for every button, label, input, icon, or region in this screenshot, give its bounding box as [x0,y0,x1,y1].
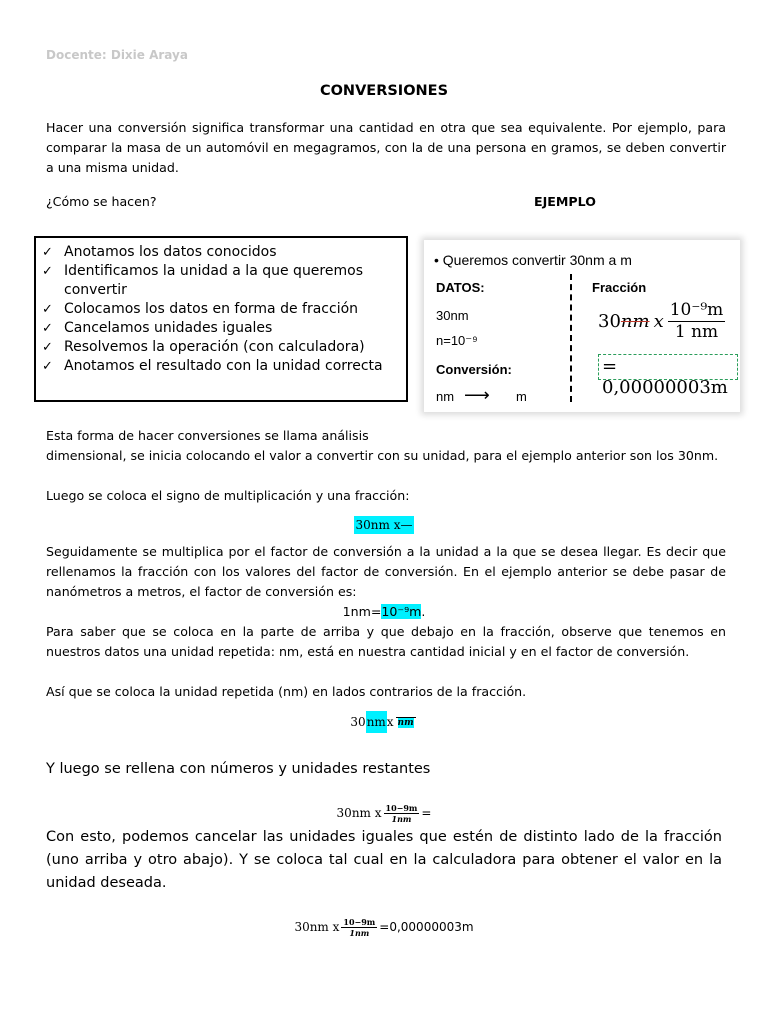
formula-4: 30nm x $\frac{10-9m}{1nm}$ = [336,802,432,824]
question-text: ¿Cómo se hacen? [46,194,157,209]
datos-value-1: 30nm [436,308,469,323]
paragraph-3: Luego se coloca el signo de multiplicación y una fracción: [46,488,410,503]
fraction-denominator: 1 nm [674,322,719,342]
example-bullet: • Queremos convertir 30nm a m [434,252,632,268]
steps-box [34,236,408,402]
formula-5: 30nm x $\frac{10-9m}{1nm}$ =0,00000003m [294,916,474,938]
paragraph-1: Esta forma de hacer conversiones se llama análisis [46,428,369,443]
example-panel [424,240,740,412]
paragraph-2: dimensional, se inicia colocando el valor a convertir con su unidad, para el ejemplo anterior son los 30nm. [46,448,719,463]
check-icon: ✓ [42,359,53,374]
fraccion-label: Fracción [592,280,647,295]
check-icon: ✓ [42,245,53,260]
paragraph-8: Con esto, podemos cancelar las unidades iguales que estén de distinto lado de la fracción (uno arriba y otro abajo). Y se coloca tal cual en la calculadora para obtener el valor en la unidad deseada. [46,829,722,891]
formula-2: 1nm= 10⁻⁹m . [342,603,426,619]
conversion-to: m [516,389,527,404]
check-icon: ✓ [42,340,53,355]
step-item: ✓ Anotamos los datos conocidos [42,244,277,260]
conversion-label: Conversión: [436,362,512,377]
paragraph-7: Y luego se rellena con números y unidades restantes [46,761,431,777]
intro-paragraph: Hacer una conversión significa transformar una cantidad en otra que sea equivalente. Por ejemplo, para comparar la masa de un automóvil en megagramos, con la de una persona en gramos, se deben convertir a una misma unidad. [46,120,726,175]
check-icon: ✓ [42,302,53,317]
step-item: ✓ Resolvemos la operación (con calculadora) [42,339,365,355]
step-item: ✓ Anotamos el resultado con la unidad correcta [42,358,383,374]
check-icon: ✓ [42,321,53,336]
datos-value-2: n=10⁻⁹ [436,333,478,348]
result-value: = 0,00000003m [602,356,728,398]
cancelled-unit: nm [620,311,650,332]
page-title: CONVERSIONES [319,83,449,99]
formula-1: 30nm x— [355,518,413,532]
step-item: ✓ Colocamos los datos en forma de fracción [42,301,359,317]
paragraph-4: Seguidamente se multiplica por el factor de conversión a la unidad a la que se desea llegar. Es decir que rellenamos la fracción con los valores del factor de conversión. En el ejemplo anterior se debe pasar de nanómetros a metros, el factor de conversión es: [46,544,726,599]
fraction-figure: 30 nm x 10⁻⁹m 1 nm [598,300,724,342]
conversion-from: nm [436,389,455,404]
datos-label: DATOS: [436,280,485,295]
example-label: EJEMPLO [534,194,596,209]
step-item: ✓ Cancelamos unidades iguales [42,320,273,336]
formula-3: 30 nm x nm [0,708,768,736]
arrow-right-icon: ⟶ [464,385,490,405]
step-item: ✓ Identificamos la unidad a la que queremos convertir [42,263,363,298]
paragraph-6: Así que se coloca la unidad repetida (nm) en lados contrarios de la fracción. [46,684,527,699]
paragraph-5: Para saber que se coloca en la parte de arriba y que debajo en la fracción, observe que tenemos en nuestros datos una unidad repetida: nm, está en nuestra cantidad inicial y en el factor de conversión. [46,624,726,659]
dashed-divider [570,274,572,402]
check-icon: ✓ [42,264,53,279]
teacher-name: Docente: Dixie Araya [46,48,188,62]
